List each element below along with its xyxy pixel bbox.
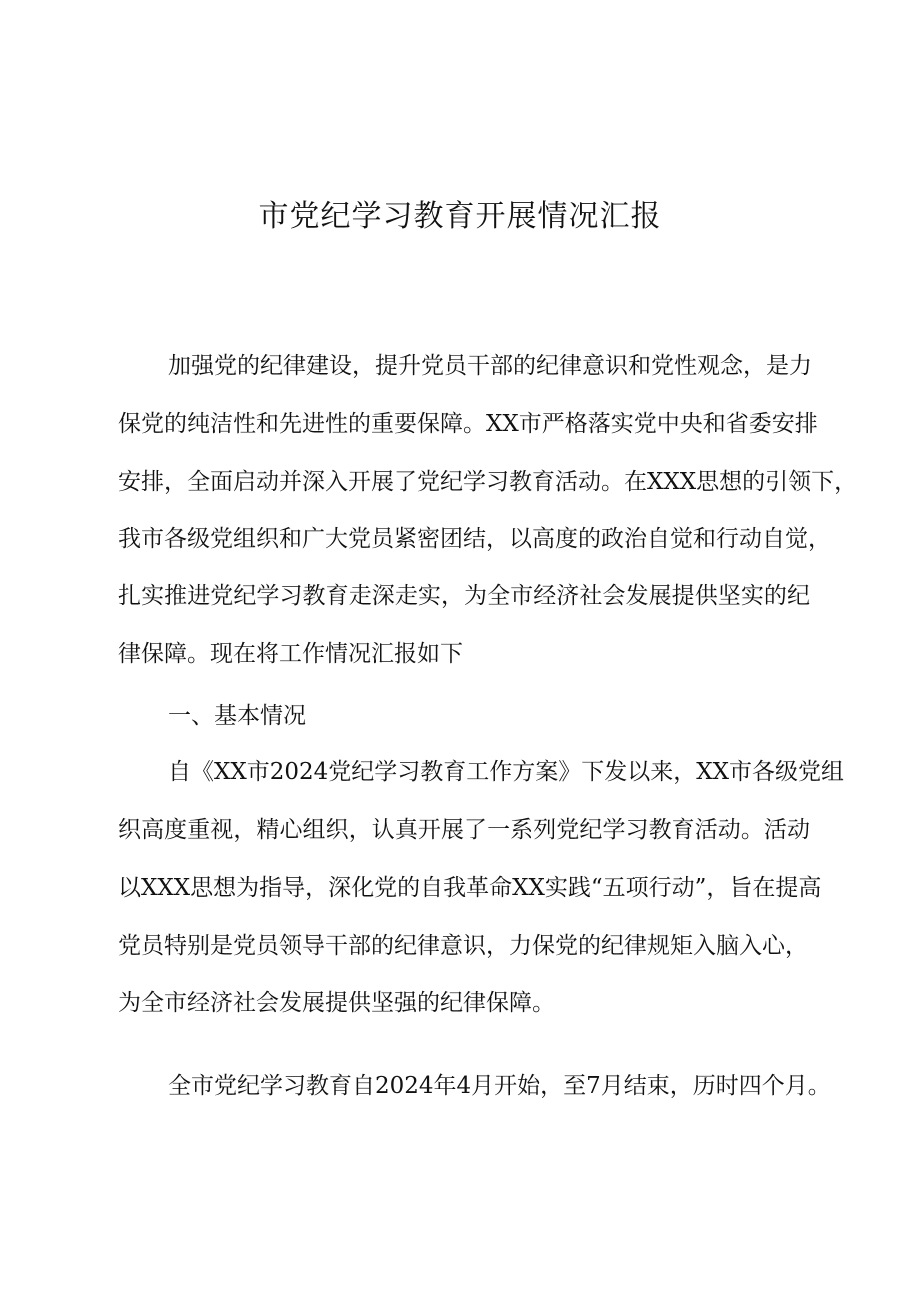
intro-line-1: 加强党的纪律建设，提升党员干部的纪律意识和党性观念，是力 — [168, 353, 812, 379]
section1-paragraph2-line-1: 全市党纪学习教育自2024年4月开始，至7月结束，历时四个月。 — [168, 1073, 831, 1099]
intro-line-5: 扎实推进党纪学习教育走深走实，为全市经济社会发展提供坚实的纪 — [118, 583, 810, 609]
intro-line-3: 安排，全面启动并深入开展了党纪学习教育活动。在XXX思想的引领下， — [118, 469, 858, 495]
section1-line-4: 党员特别是党员领导干部的纪律意识，力保党的纪律规矩入脑入心， — [118, 933, 808, 959]
intro-line-2: 保党的纯洁性和先进性的重要保障。XX市严格落实党中央和省委安排 — [118, 411, 818, 437]
intro-line-6: 律保障。现在将工作情况汇报如下 — [118, 641, 463, 667]
section1-line-1: 自《XX市2024党纪学习教育工作方案》下发以来，XX市各级党组 — [168, 759, 845, 785]
section1-line-2: 织高度重视，精心组织，认真开展了一系列党纪学习教育活动。活动 — [118, 817, 810, 843]
section-heading: 一、基本情况 — [168, 703, 306, 729]
section1-line-3: 以XXX思想为指导，深化党的自我革命XX实践“五项行动”，旨在提高 — [118, 875, 822, 901]
document-title: 市党纪学习教育开展情况汇报 — [258, 199, 662, 234]
section1-line-5: 为全市经济社会发展提供坚强的纪律保障。 — [118, 990, 555, 1016]
intro-line-4: 我市各级党组织和广大党员紧密团结，以高度的政治自觉和行动自觉， — [118, 526, 831, 552]
